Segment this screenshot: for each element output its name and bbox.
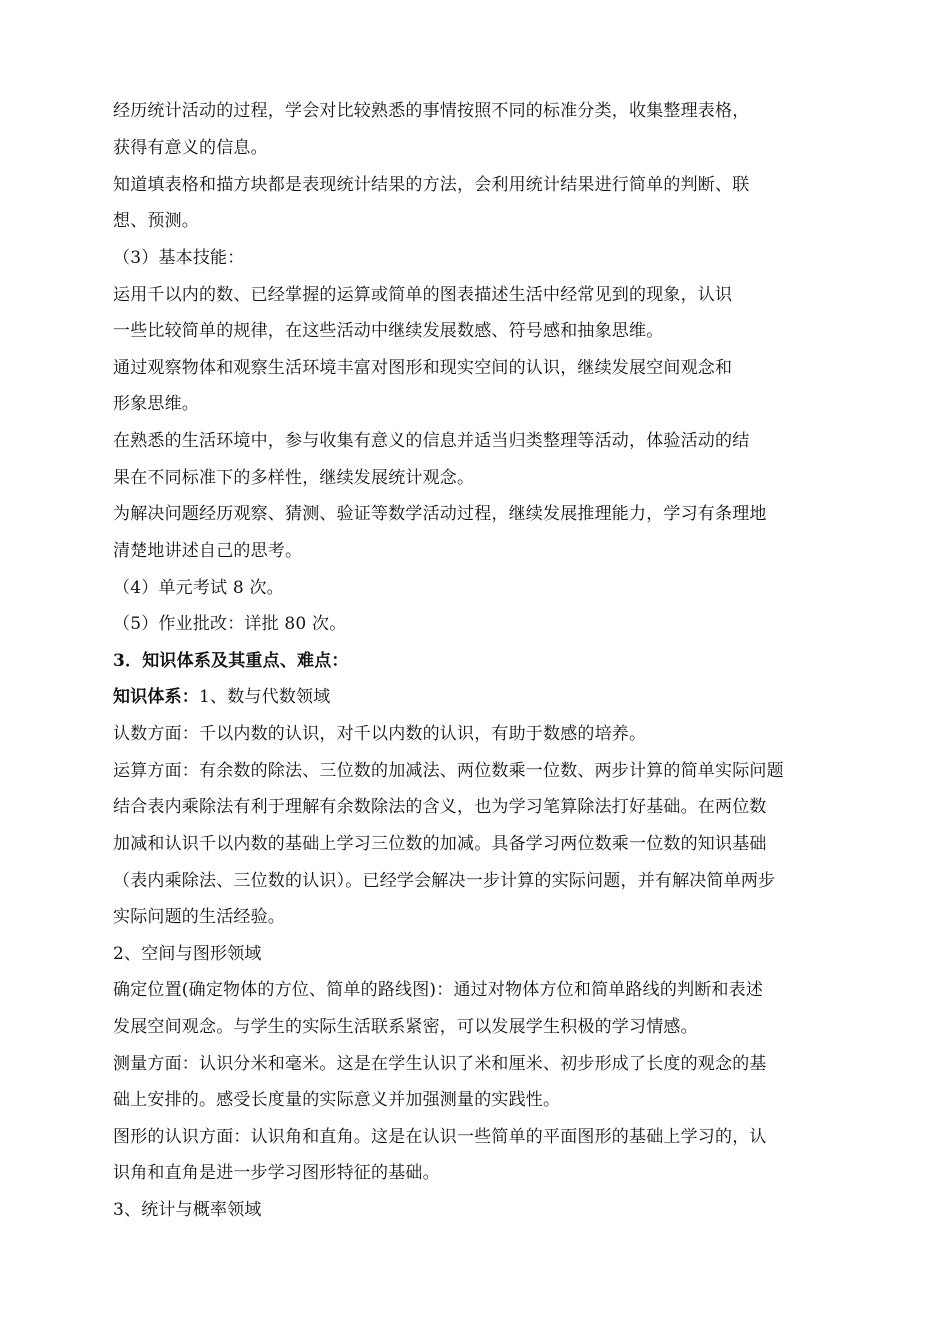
text-line: 认数方面：千以内数的认识，对千以内数的认识，有助于数感的培养。: [113, 724, 647, 744]
text-line: 加减和认识千以内数的基础上学习三位数的加减。具备学习两位数乘一位数的知识基础: [113, 834, 767, 854]
knowledge-system-line: [113, 685, 843, 709]
text-line: 发展空间观念。与学生的实际生活联系紧密，可以发展学生积极的学习情感。: [113, 1017, 698, 1037]
text-line: 识角和直角是进一步学习图形特征的基础。: [113, 1163, 440, 1183]
text-line: （表内乘除法、三位数的认识）。已经学会解决一步计算的实际问题，并有解决简单两步: [113, 871, 776, 891]
text-line: 为解决问题经历观察、猜测、验证等数学活动过程，继续发展推理能力，学习有条理地: [113, 504, 767, 524]
text-line: （4）单元考试 8 次。: [113, 578, 284, 598]
text-line: （5）作业批改：详批 80 次。: [113, 614, 347, 634]
knowledge-system-item: 1、数与代数领域: [199, 687, 331, 707]
text-line: 3、统计与概率领域: [113, 1200, 262, 1220]
text-line: 清楚地讲述自己的思考。: [113, 541, 303, 561]
text-line: 2、空间与图形领域: [113, 944, 262, 964]
text-line: 获得有意义的信息。: [113, 138, 268, 158]
text-line: 础上安排的。感受长度量的实际意义并加强测量的实践性。: [113, 1090, 561, 1110]
text-line: 结合表内乘除法有利于理解有余数除法的含义，也为学习笔算除法打好基础。在两位数: [113, 797, 767, 817]
text-line: 图形的认识方面：认识角和直角。这是在认识一些简单的平面图形的基础上学习的，认: [113, 1127, 767, 1147]
section-heading: 3．知识体系及其重点、难点：: [113, 651, 349, 671]
text-line: 一些比较简单的规律，在这些活动中继续发展数感、符号感和抽象思维。: [113, 321, 664, 341]
text-line: 运算方面：有余数的除法、三位数的加减法、两位数乘一位数、两步计算的简单实际问题: [113, 761, 784, 781]
text-line: 想、预测。: [113, 211, 199, 231]
text-line: 通过观察物体和观察生活环境丰富对图形和现实空间的认识，继续发展空间观念和: [113, 358, 733, 378]
text-line: 果在不同标准下的多样性，继续发展统计观念。: [113, 468, 475, 488]
text-line: 知道填表格和描方块都是表现统计结果的方法，会利用统计结果进行简单的判断、联: [113, 175, 750, 195]
text-line: 形象思维。: [113, 394, 199, 414]
text-line: 经历统计活动的过程，学会对比较熟悉的事情按照不同的标准分类，收集整理表格，: [113, 101, 750, 121]
text-line: 在熟悉的生活环境中，参与收集有意义的信息并适当归类整理等活动，体验活动的结: [113, 431, 750, 451]
text-line: 实际问题的生活经验。: [113, 907, 285, 927]
text-line: （3）基本技能：: [113, 248, 245, 268]
text-line: 运用千以内的数、已经掌握的运算或简单的图表描述生活中经常见到的现象，认识: [113, 285, 733, 305]
knowledge-system-label: 知识体系：: [113, 687, 199, 707]
text-line: 确定位置(确定物体的方位、简单的路线图)：通过对物体方位和简单路线的判断和表述: [113, 980, 764, 1000]
text-line: 测量方面：认识分米和毫米。这是在学生认识了米和厘米、初步形成了长度的观念的基: [113, 1054, 767, 1074]
